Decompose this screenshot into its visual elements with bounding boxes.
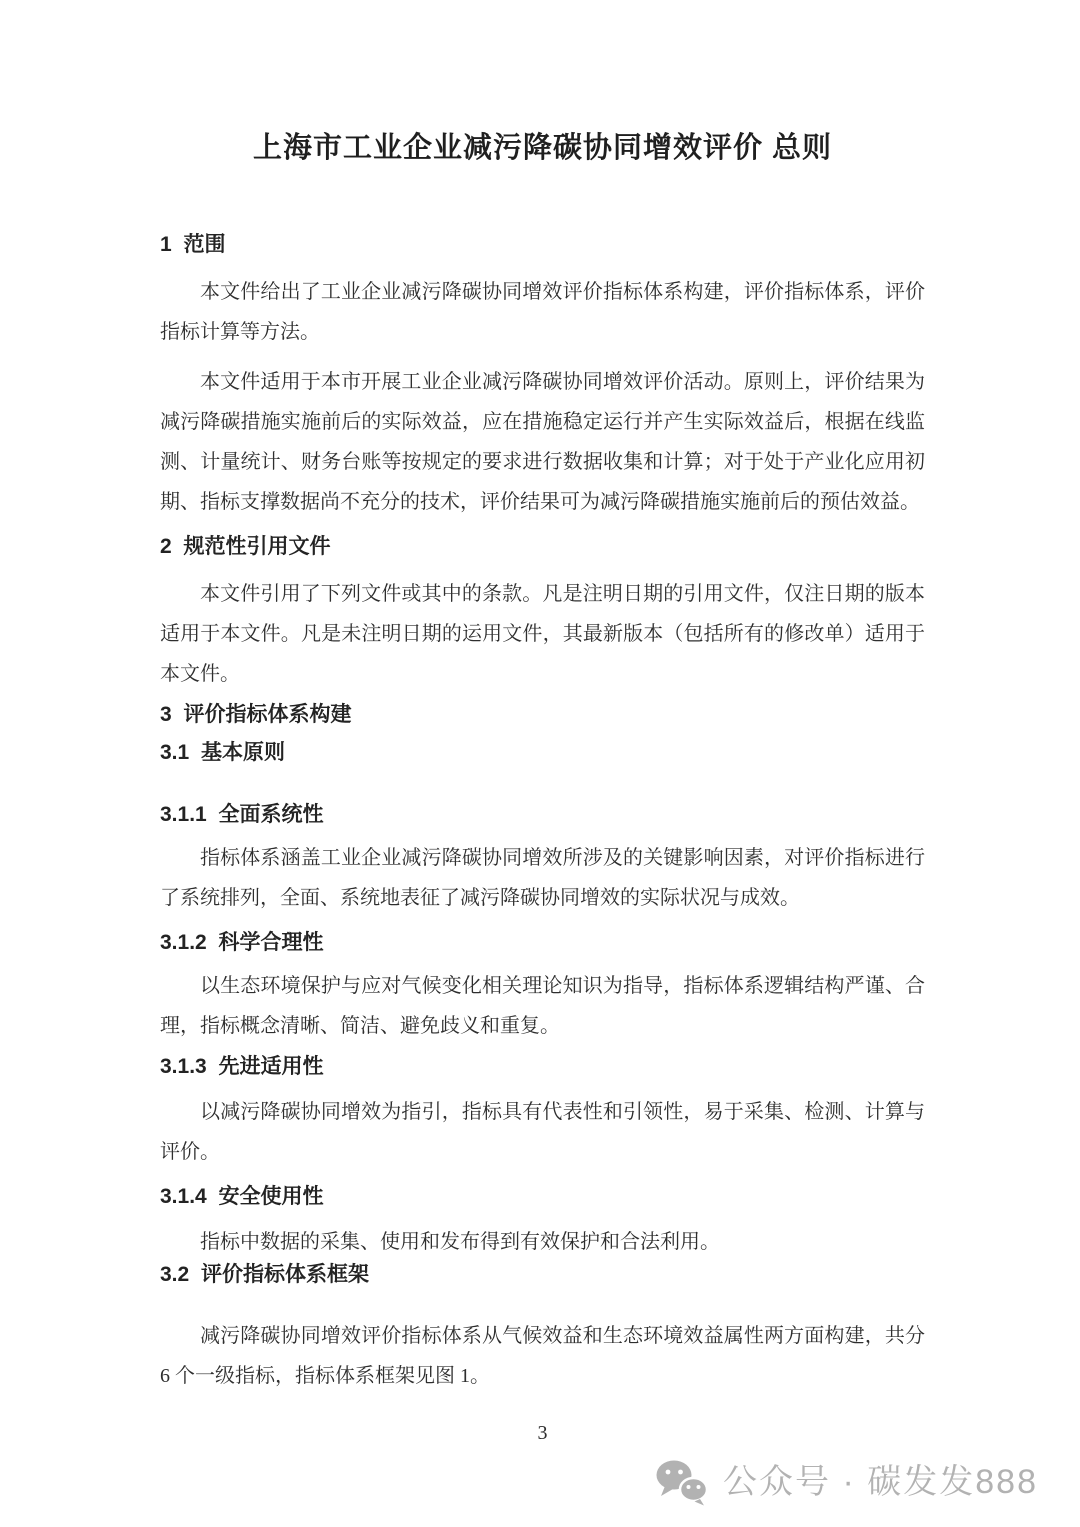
section-3-1-2-paragraph: 以生态环境保护与应对气候变化相关理论知识为指导，指标体系逻辑结构严谨、合理，指标概念清晰、简洁、避免歧义和重复。 [160, 975, 925, 1037]
section-3-1-4-paragraph: 指标中数据的采集、使用和发布得到有效保护和合法利用。 [200, 1231, 720, 1253]
section-1-paragraph-1: 本文件给出了工业企业减污降碳协同增效评价指标体系构建，评价指标体系，评价指标计算等方法。 [160, 281, 925, 343]
section-1-heading: 1 范围 [160, 233, 226, 256]
section-1-paragraph-2: 本文件适用于本市开展工业企业减污降碳协同增效评价活动。原则上，评价结果为减污降碳措施实施前后的实际效益，应在措施稳定运行并产生实际效益后，根据在线监测、计量统计、财务台账等按规定的要求进行数据收集和计算；对于处于产业化应用初期、指标支撑数据尚不充分的技术，评价结果可为减污降碳措施实施前后的预估效益。 [160, 371, 925, 513]
section-3-1-3-heading: 3.1.3 先进适用性 [160, 1055, 324, 1078]
section-3-heading: 3 评价指标体系构建 [160, 703, 352, 726]
section-3-1-heading: 3.1 基本原则 [160, 741, 286, 764]
section-3-2-heading: 3.2 评价指标体系框架 [160, 1263, 370, 1286]
section-3-1-2-heading: 3.1.2 科学合理性 [160, 931, 324, 954]
page-number: 3 [537, 1422, 548, 1444]
section-3-1-3-paragraph: 以减污降碳协同增效为指引，指标具有代表性和引领性，易于采集、检测、计算与评价。 [160, 1101, 925, 1163]
section-3-1-1-heading: 3.1.1 全面系统性 [160, 803, 324, 826]
section-3-1-1-paragraph: 指标体系涵盖工业企业减污降碳协同增效所涉及的关键影响因素，对评价指标进行了系统排列，全面、系统地表征了减污降碳协同增效的实际状况与成效。 [160, 847, 925, 909]
section-2-heading: 2 规范性引用文件 [160, 535, 331, 558]
wechat-icon [655, 1458, 709, 1506]
document-title: 上海市工业企业减污降碳协同增效评价 总则 [252, 132, 833, 164]
section-3-1-4-heading: 3.1.4 安全使用性 [160, 1185, 324, 1208]
watermark [655, 1458, 1038, 1506]
section-3-2-paragraph: 减污降碳协同增效评价指标体系从气候效益和生态环境效益属性两方面构建，共分 6 个一级指标，指标体系框架见图 1。 [160, 1325, 925, 1387]
section-2-paragraph-1: 本文件引用了下列文件或其中的条款。凡是注明日期的引用文件，仅注日期的版本适用于本文件。凡是未注明日期的运用文件，其最新版本（包括所有的修改单）适用于本文件。 [160, 583, 925, 685]
watermark-label: 公众号 · 碳发发888 [723, 1463, 1038, 1501]
